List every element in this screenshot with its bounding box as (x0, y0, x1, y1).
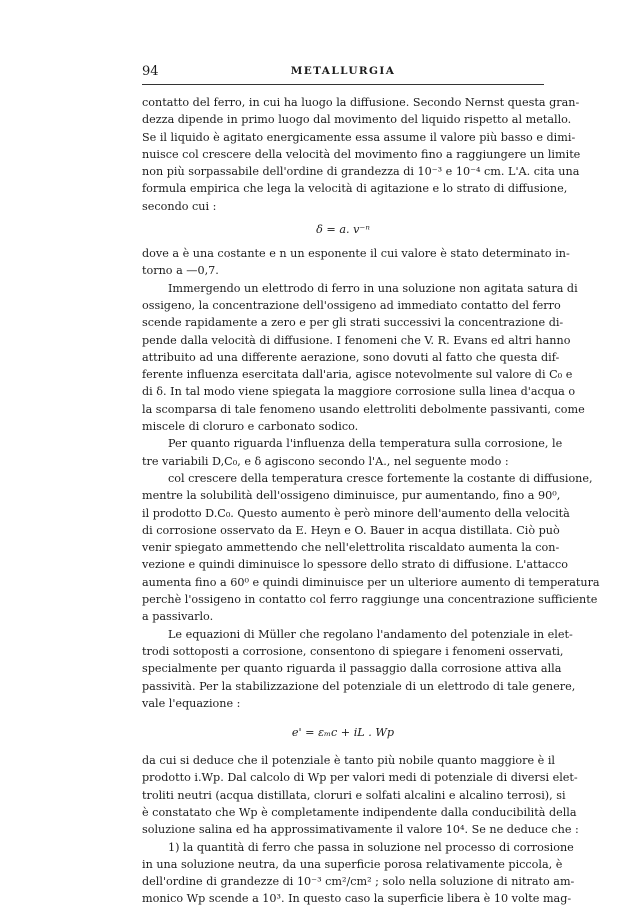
text-line: col crescere della temperatura cresce fortemente la costante di diffusione, (168, 471, 593, 485)
paragraph (142, 470, 600, 626)
text-line: tre variabili D,C₀, e δ agiscono secondo l'A., nel seguente modo : (142, 454, 509, 468)
text-line: dell'ordine di grandezze di 10⁻³ cm²/cm² ; solo nella soluzione di nitrato am- (142, 875, 575, 889)
body-text (142, 94, 600, 908)
text-line: formula empirica che lega la velocità di agitazione e lo strato di diffusione, (142, 182, 568, 196)
running-header (142, 64, 544, 84)
text-line: in una soluzione neutra, da una superficie porosa relativamente piccola, è (142, 857, 563, 871)
text-line: torno a —0,7. (142, 264, 219, 278)
text-line: trodi sottoposti a corrosione, consentono di spiegare i fenomeni osservati, (142, 644, 564, 658)
text-line: a passivarlo. (142, 610, 214, 624)
paragraph (142, 752, 579, 838)
paragraph (142, 94, 581, 215)
paragraph (142, 435, 563, 470)
text-line: da cui si deduce che il potenziale è tanto più nobile quanto maggiore è il (142, 754, 556, 768)
text-line: monico Wp scende a 10³. In questo caso la superficie libera è 10 volte mag- (142, 892, 572, 906)
text-line: soluzione salina ed ha approssimativamente il valore 10⁴. Se ne deduce che : (142, 823, 579, 837)
page-number: 94 (142, 64, 159, 79)
text-line: di corrosione osservato da E. Heyn e O. Bauer in acqua distillata. Ciò può (142, 523, 560, 537)
text-line: scende rapidamente a zero e per gli strati successivi la concentrazione di- (142, 316, 564, 330)
text-line: secondo cui : (142, 199, 217, 213)
text-line: vezione e quindi diminuisce lo spessore dello strato di diffusione. L'attacco (142, 558, 568, 572)
text-line: di δ. In tal modo viene spiegata la maggiore corrosione sulla linea d'acqua o (142, 385, 576, 399)
paragraph (142, 245, 570, 280)
text-line: ferente influenza esercitata dall'aria, agisce notevolmente sul valore di C₀ e (142, 368, 573, 382)
text-line: perchè l'ossigeno in contatto col ferro raggiunge una concentrazione sufficiente (142, 593, 598, 607)
text-line: Per quanto riguarda l'influenza della temperatura sulla corrosione, le (168, 437, 563, 451)
header-rule (142, 84, 544, 85)
text-line: dove a è una costante e n un esponente il cui valore è stato determinato in- (142, 247, 570, 261)
paragraph (142, 626, 576, 712)
text-line: pende dalla velocità di diffusione. I fenomeni che V. R. Evans ed altri hanno (142, 333, 571, 347)
text-line: venir spiegato ammettendo che nell'elettrolita riscaldato aumenta la con- (142, 541, 560, 555)
text-line: Le equazioni di Müller che regolano l'andamento del potenziale in elet- (168, 627, 573, 641)
text-line: mentre la solubilità dell'ossigeno diminuisce, pur aumentando, fino a 90⁰, (142, 489, 561, 503)
text-line: la scomparsa di tale fenomeno usando elettroliti debolmente passivanti, come (142, 402, 585, 416)
paragraph (142, 839, 575, 908)
text-line: 1) la quantità di ferro che passa in soluzione nel processo di corrosione (168, 840, 574, 854)
text-line: vale l'equazione : (142, 696, 241, 710)
text-line: è constatato che Wp è completamente indipendente dalla conducibilità della (142, 805, 577, 819)
text-line: troliti neutri (acqua distillata, cloruri e solfati alcalini e alcalino terrosi), si (142, 788, 566, 802)
text-line: aumenta fino a 60⁰ e quindi diminuisce per un ulteriore aumento di temperatura (142, 575, 600, 589)
running-title: METALLURGIA (290, 65, 396, 77)
equation-diffusion-layer: δ = a. v⁻ⁿ (316, 223, 370, 237)
text-line: non più sorpassabile dell'ordine di grandezza di 10⁻³ e 10⁻⁴ cm. L'A. cita una (142, 165, 580, 179)
text-line: Se il liquido è agitato energicamente essa assume il valore più basso e dimi- (142, 130, 576, 144)
text-line: passività. Per la stabilizzazione del potenziale di un elettrodo di tale genere, (142, 679, 576, 693)
text-line: nuisce col crescere della velocità del movimento fino a raggiungere un limite (142, 147, 581, 161)
paragraph (142, 280, 585, 436)
text-line: dezza dipende in primo luogo dal movimento del liquido rispetto al metallo. (142, 113, 572, 127)
text-line: miscele di cloruro e carbonato sodico. (142, 420, 359, 434)
text-line: il prodotto D.C₀. Questo aumento è però minore dell'aumento della velocità (142, 506, 570, 520)
text-line: specialmente per quanto riguarda il passaggio dalla corrosione attiva alla (142, 662, 562, 676)
text-line: contatto del ferro, in cui ha luogo la diffusione. Secondo Nernst questa gran- (142, 96, 580, 109)
text-line: ossigeno, la concentrazione dell'ossigeno ad immediato contatto del ferro (142, 298, 561, 312)
equation-potential: e' = εₘc + iL . Wp (291, 726, 395, 740)
text-line: attribuito ad una differente aerazione, sono dovuti al fatto che questa dif- (142, 350, 560, 364)
text-line: Immergendo un elettrodo di ferro in una soluzione non agitata satura di (168, 281, 578, 295)
text-line: prodotto i.Wp. Dal calcolo di Wp per valori medi di potenziale di diversi elet- (142, 771, 578, 785)
